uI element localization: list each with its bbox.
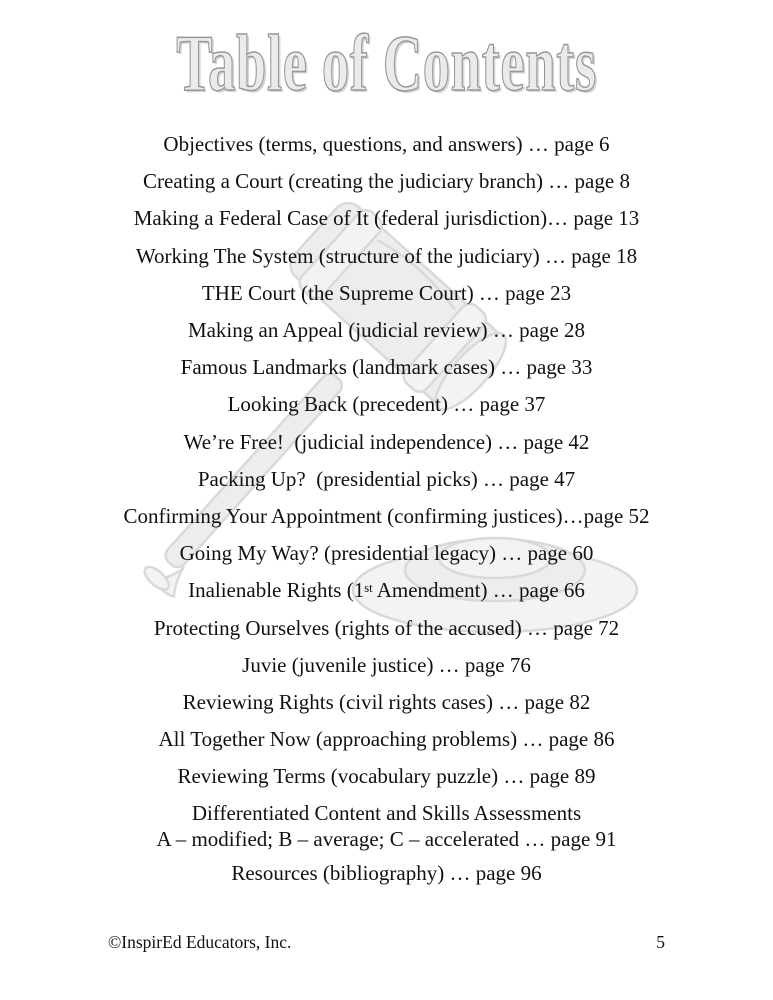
toc-entry: Packing Up? (presidential picks) … page 47 bbox=[197, 466, 576, 491]
footer-copyright: ©InspirEd Educators, Inc. bbox=[108, 932, 292, 952]
toc-entry: THE Court (the Supreme Court) … page 23 bbox=[201, 280, 572, 305]
page-footer bbox=[108, 931, 665, 953]
toc-entry: Going My Way? (presidential legacy) … page 60 bbox=[179, 541, 594, 566]
toc-entry: Differentiated Content and Skills Assessments A – modified; B – average; C – accelerated … page 91 bbox=[156, 800, 617, 851]
toc-entry: Protecting Ourselves (rights of the accused) … page 72 bbox=[153, 615, 620, 640]
page-title: Table of Contents bbox=[176, 20, 597, 108]
toc-entry: Looking Back (precedent) … page 37 bbox=[227, 392, 546, 417]
toc-entry: Resources (bibliography) … page 96 bbox=[231, 860, 542, 885]
toc-entry: Famous Landmarks (landmark cases) … page 33 bbox=[180, 355, 593, 380]
toc-entry: Reviewing Terms (vocabulary puzzle) … page 89 bbox=[177, 764, 596, 789]
toc-entry: Inalienable Rights (1st Amendment) … page 66 bbox=[188, 578, 585, 603]
footer-page-number: 5 bbox=[656, 932, 665, 952]
toc-list bbox=[0, 126, 773, 892]
toc-entry: We’re Free! (judicial independence) … page 42 bbox=[183, 429, 590, 454]
toc-entry: Making an Appeal (judicial review) … page 28 bbox=[187, 318, 586, 343]
toc-entry: Juvie (juvenile justice) … page 76 bbox=[242, 652, 531, 677]
toc-entry: Working The System (structure of the judiciary) … page 18 bbox=[135, 243, 638, 268]
toc-entry: Reviewing Rights (civil rights cases) … page 82 bbox=[182, 690, 591, 715]
toc-entry: Confirming Your Appointment (confirming justices)…page 52 bbox=[123, 504, 650, 529]
toc-entry: Objectives (terms, questions, and answers) … page 6 bbox=[163, 132, 610, 156]
toc-entry: Creating a Court (creating the judiciary branch) … page 8 bbox=[143, 169, 630, 194]
toc-entry: All Together Now (approaching problems) … page 86 bbox=[158, 727, 615, 752]
toc-entry: Making a Federal Case of It (federal jurisdiction)… page 13 bbox=[133, 206, 640, 231]
